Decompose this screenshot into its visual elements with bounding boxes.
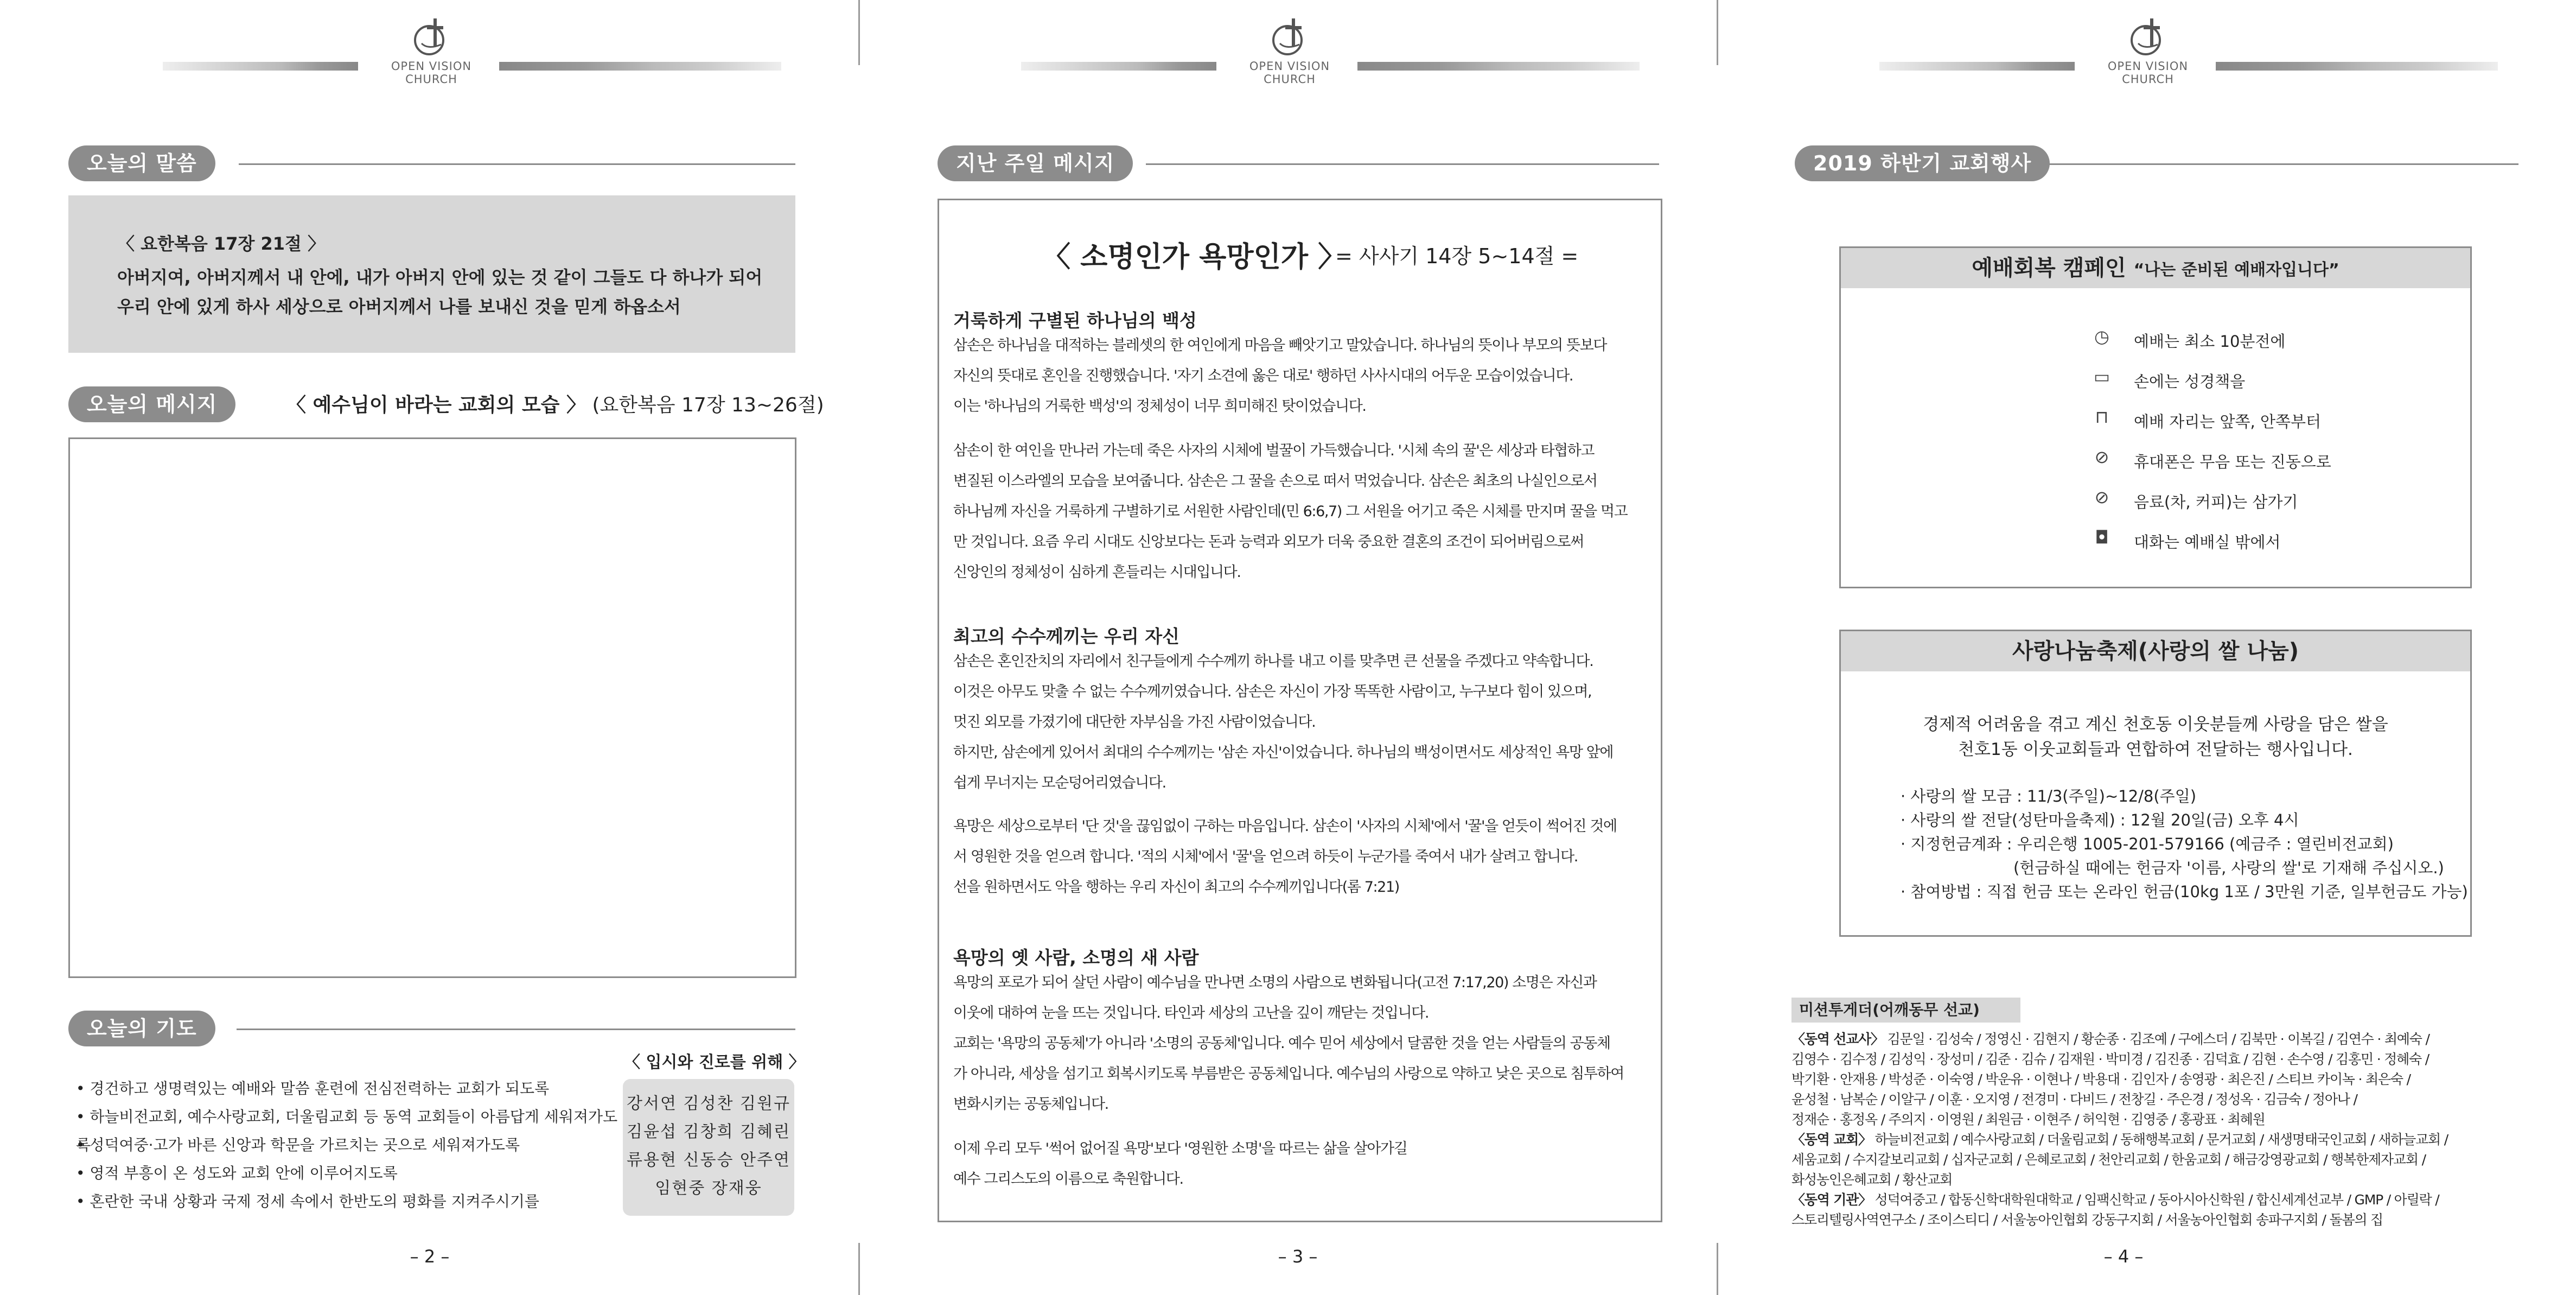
worship-item-text: 예배 자리는 앞쪽, 안쪽부터 <box>2134 412 2322 431</box>
page-2 <box>0 0 858 1295</box>
sermon-reference: = 사사기 14장 5~14절 = <box>1335 244 1579 268</box>
header-bar-right <box>499 62 781 71</box>
sermon-line: 예수 그리스도의 이름으로 축원합니다. <box>953 1171 1183 1188</box>
worship-item-text: 음료(차, 커피)는 삼가기 <box>2134 493 2298 511</box>
section-title-todays-word: 오늘의 말씀 <box>68 145 215 181</box>
worship-campaign-header <box>1841 248 2470 288</box>
section-rule <box>239 163 795 165</box>
entrance-prayer-title: 〈 입시와 진로를 위해 〉 <box>624 1053 805 1072</box>
sermon-line: 자신의 뜻대로 혼인을 진행했습니다. '자기 소견에 옳은 대로' 행하던 사사시대의 어두운 모습이었습니다. <box>953 367 1573 384</box>
mission-line <box>1791 1069 2475 1089</box>
sermon-line: 선을 원하면서도 악을 행하는 우리 자신이 최고의 수수께끼입니다(롬 7:21) <box>953 879 1399 896</box>
names-row: 임현중 장재웅 <box>655 1179 762 1198</box>
sermon-box <box>938 199 1662 1222</box>
love-sharing-note: (헌금하실 때에는 헌금자 '이름, 사랑의 쌀'로 기재해 주십시오.) <box>2013 859 2444 877</box>
sermon-line: 욕망은 세상으로부터 '단 것'을 끊임없이 구하는 마음입니다. 삼손이 '사자의 시체'에서 '꿀'을 얻듯이 썩어진 것에 <box>953 818 1617 835</box>
sermon-line: 쉽게 무너지는 모순덩어리였습니다. <box>953 775 1166 791</box>
worship-item <box>2094 447 2331 472</box>
worship-campaign-box <box>1839 246 2472 588</box>
worship-item-text: 대화는 예배실 밖에서 <box>2134 533 2281 551</box>
seat-icon: ⊓ <box>2095 407 2109 427</box>
mission-label: 〈동역 교회〉 <box>1791 1132 1871 1147</box>
worship-item <box>2093 366 2246 392</box>
header-bar-left <box>1879 62 2075 71</box>
love-sharing-item <box>2013 856 2444 878</box>
no-drink-icon: ⊘ <box>2094 487 2109 507</box>
sermon-line: 신앙인의 정체성이 심하게 흔들리는 시대입니다. <box>953 564 1241 581</box>
sermon-paragraph <box>953 811 1648 903</box>
mission-label: 〈동역 선교사〉 <box>1791 1031 1884 1047</box>
sermon-line: 이제 우리 모두 '썩어 없어질 욕망'보다 '영원한 소명'을 따르는 삶을 살아가길 <box>953 1140 1407 1157</box>
worship-item-text: 예배는 최소 10분전에 <box>2134 332 2286 351</box>
section-title-last-sunday: 지난 주일 메시지 <box>938 145 1133 181</box>
header-bar-left <box>1021 62 1216 71</box>
worship-item <box>2095 407 2322 432</box>
prayer-item: • 혼란한 국내 상황과 국제 정세 속에서 한반도의 평화를 지켜주시기를 <box>76 1188 619 1216</box>
mission-line <box>1791 1170 2475 1190</box>
church-logo-icon <box>2126 16 2170 60</box>
section-rule <box>2048 163 2518 165</box>
page-number: – 2 – <box>410 1246 450 1267</box>
mission-text: 김영수 · 김수정 / 김성익 · 장성미 / 김준 · 김슈 / 김재원 · 박미경 / 김진종 · 김덕효 / 김현 · 손수영 / 김홍민 · 정혜숙 / <box>1791 1051 2430 1067</box>
mission-together-title: 미션투게더(어깨동무 선교) <box>1791 998 2020 1023</box>
page-4 <box>1717 0 2576 1295</box>
section-rule <box>1146 163 1659 165</box>
names-row: 강서연 김성찬 김원규 <box>627 1094 790 1113</box>
sermon-paragraph <box>953 331 1648 422</box>
entrance-names-box <box>623 1079 794 1216</box>
mission-line <box>1791 1150 2475 1170</box>
message-reference: (요한복음 17장 13~26절) <box>592 394 824 416</box>
message-title: 〈 예수님이 바라는 교회의 모습 〉 <box>286 394 586 416</box>
love-sharing-desc: 경제적 어려움을 겪고 계신 천호동 이웃분들께 사랑을 담은 쌀을 <box>1923 715 2388 734</box>
sermon-heading: 최고의 수수께끼는 우리 자신 <box>953 626 1180 647</box>
mission-line <box>1791 1029 2475 1049</box>
worship-item-text: 손에는 성경책을 <box>2134 372 2246 391</box>
love-sharing-box <box>1839 630 2472 937</box>
mission-text: 화성농인은혜교회 / 황산교회 <box>1791 1172 1953 1188</box>
sermon-paragraph <box>953 968 1648 1120</box>
page-header <box>163 16 781 86</box>
header-bar-right <box>1357 62 1640 71</box>
mission-together-list <box>1791 1029 2475 1230</box>
mission-text: 박기환 · 안재용 / 박성준 · 이숙영 / 박운유 · 이현나 / 박용대 · 김인자 / 송영광 · 최은진 / 스티브 카이녹 · 최은숙 / <box>1791 1071 2411 1087</box>
mission-line <box>1791 1210 2475 1230</box>
page-number: – 3 – <box>1278 1246 1318 1267</box>
worship-campaign-title: 예배회복 캠페인 <box>1972 256 2126 281</box>
verse-line: 우리 안에 있게 하사 세상으로 아버지께서 나를 보내신 것을 믿게 하옵소서 <box>117 296 681 317</box>
section-rule <box>237 1029 795 1030</box>
mission-text: 스토리텔링사역연구소 / 조이스티디 / 서울농아인협회 강동구지회 / 서울농아인협회 송파구지회 / 돌봄의 집 <box>1791 1212 2383 1228</box>
sermon-paragraph <box>953 646 1648 798</box>
header-bar-left <box>163 62 358 71</box>
sermon-line: 이는 '하나님의 거룩한 백성'의 정체성이 너무 희미해진 탓이었습니다. <box>953 398 1366 415</box>
worship-item <box>2095 527 2281 553</box>
section-title-events: 2019 하반기 교회행사 <box>1795 145 2050 181</box>
sermon-paragraph <box>953 1134 1648 1195</box>
mission-text: 윤성철 · 남복순 / 이알구 / 이훈 · 오지영 / 전경미 · 다비드 / 전창길 · 주은경 / 정성옥 · 김금숙 / 정아나 / <box>1791 1091 2357 1107</box>
page-number: – 4 – <box>2103 1246 2144 1267</box>
prayer-item: • 경건하고 생명력있는 예배와 말씀 훈련에 전심전력하는 교회가 되도록 <box>76 1075 619 1103</box>
prayer-item: • 성덕여중·고가 바른 신앙과 학문을 가르치는 곳으로 세워져가도록 <box>76 1131 619 1159</box>
mission-text: 정재순 · 홍정옥 / 주의지 · 이영원 / 최원금 · 이현주 / 허익현 · 김영중 / 홍광표 · 최혜원 <box>1791 1112 2265 1127</box>
mission-text: 김문일 · 김성숙 / 정영신 · 김현지 / 황순종 · 김조예 / 구에스더 / 김북만 · 이복길 / 김연수 · 최예숙 / <box>1883 1031 2430 1047</box>
church-name: OPEN VISION CHURCH <box>1249 60 1330 86</box>
sermon-line: 서 영원한 것을 얻으려 합니다. '적의 시체'에서 '꿀'을 얻으려 하듯이 누군가를 죽여서 내가 살려고 합니다. <box>953 848 1578 865</box>
mission-line <box>1791 1049 2475 1069</box>
love-sharing-item: · 사랑의 쌀 모금 : 11/3(주일)~12/8(주일) <box>1901 787 2197 805</box>
chat-icon: ◘ <box>2095 527 2109 548</box>
love-sharing-item: · 참여방법 : 직접 헌금 또는 온라인 헌금(10kg 1포 / 3만원 기준, 일부헌금도 가능) <box>1901 883 2468 901</box>
prayer-list <box>76 1075 619 1216</box>
church-logo-icon <box>1268 16 1311 60</box>
church-logo-icon <box>410 16 453 60</box>
sermon-line: 하지만, 삼손에게 있어서 최대의 수수께끼는 '삼손 자신'이었습니다. 하나님의 백성이면서도 세상적인 욕망 앞에 <box>953 744 1614 761</box>
verse-line: 아버지여, 아버지께서 내 안에, 내가 아버지 안에 있는 것 같이 그들도 다 하나가 되어 <box>117 267 763 288</box>
sermon-paragraph <box>953 436 1648 588</box>
mission-line <box>1791 1089 2475 1109</box>
sermon-title: 〈 소명인가 욕망인가 〉 <box>1042 241 1347 274</box>
section-title-todays-message: 오늘의 메시지 <box>68 386 235 422</box>
sermon-line: 만 것입니다. 요즘 우리 시대도 신앙보다는 돈과 능력과 외모가 더욱 중요한 결혼의 조건이 되어버림으로써 <box>953 534 1584 550</box>
mission-line <box>1791 1129 2475 1150</box>
no-phone-icon: ⊘ <box>2094 447 2109 467</box>
sermon-line: 변화시키는 공동체입니다. <box>953 1096 1108 1113</box>
love-sharing-item: · 지정헌금계좌 : 우리은행 1005-201-579166 (예금주 : 열린비전교회) <box>1901 835 2394 853</box>
sermon-heading: 거룩하게 구별된 하나님의 백성 <box>953 310 1197 331</box>
sermon-line: 욕망의 포로가 되어 살던 사람이 예수님을 만나면 소명의 사람으로 변화됩니다(고전 7:17,20) 소명은 자신과 <box>953 974 1597 991</box>
sermon-line: 삼손은 혼인잔치의 자리에서 친구들에게 수수께끼 하나를 내고 이를 맞추면 큰 선물을 주겠다고 약속합니다. <box>953 653 1593 670</box>
sermon-line: 변질된 이스라엘의 모습을 보여줍니다. 삼손은 그 꿀을 손으로 떠서 먹었습니다. 삼손은 최초의 나실인으로서 <box>953 473 1597 490</box>
sermon-line: 가 아니라, 세상을 섬기고 회복시키도록 부름받은 공동체입니다. 예수님의 사랑으로 약하고 낮은 곳으로 침투하여 <box>953 1065 1624 1082</box>
sermon-line: 삼손은 하나님을 대적하는 블레셋의 한 여인에게 마음을 빼앗기고 말았습니다. 하나님의 뜻이나 부모의 뜻보다 <box>953 337 1607 354</box>
bible-icon: ▭ <box>2093 366 2110 387</box>
worship-item <box>2094 487 2298 512</box>
message-heading <box>286 390 824 417</box>
page-header <box>1879 16 2498 86</box>
church-name: OPEN VISION CHURCH <box>2107 60 2189 86</box>
names-row: 류용현 신동승 안주연 <box>627 1151 790 1170</box>
mission-label: 〈동역 기관〉 <box>1791 1192 1871 1208</box>
section-title-todays-prayer: 오늘의 기도 <box>68 1011 215 1046</box>
page-header <box>1021 16 1640 86</box>
mission-text: 세움교회 / 수지갈보리교회 / 십자군교회 / 은혜로교회 / 천안리교회 / 한움교회 / 해금강영광교회 / 행복한제자교회 / <box>1791 1152 2426 1167</box>
clock-icon: ◷ <box>2094 326 2109 347</box>
mission-text: 성덕여중고 / 합동신학대학원대학교 / 임팩신학교 / 동아시아신학원 / 합신세계선교부 / GMP / 아릴락 / <box>1871 1192 2439 1208</box>
names-row: 김윤섭 김창희 김혜린 <box>627 1122 790 1141</box>
church-name: OPEN VISION CHURCH <box>391 60 472 86</box>
love-sharing-desc: 천호1동 이웃교회들과 연합하여 전달하는 행사입니다. <box>1958 740 2353 759</box>
header-bar-right <box>2216 62 2498 71</box>
sermon-heading: 욕망의 옛 사람, 소명의 새 사람 <box>953 947 1199 968</box>
sermon-line: 이것은 아무도 맞출 수 없는 수수께끼였습니다. 삼손은 자신이 가장 똑똑한 사람이고, 누구보다 힘이 있으며, <box>953 683 1592 700</box>
prayer-item: • 영적 부흥이 온 성도와 교회 안에 이루어지도록 <box>76 1159 619 1188</box>
page-3 <box>858 0 1717 1295</box>
sermon-line: 하나님께 자신을 거룩하게 구별하기로 서원한 사람인데(민 6:6,7) 그 서원을 어기고 죽은 시체를 만지며 꿀을 먹고 <box>953 503 1628 520</box>
message-notes-box <box>68 437 796 978</box>
prayer-item: • 하늘비전교회, 예수사랑교회, 더울림교회 등 동역 교회들이 아름답게 세워져가도록 <box>76 1103 619 1131</box>
worship-item <box>2094 326 2286 352</box>
verse-reference: 〈 요한복음 17장 21절 〉 <box>117 233 326 254</box>
mission-line <box>1791 1190 2475 1210</box>
sermon-line: 교회는 '욕망의 공동체'가 아니라 '소명의 공동체'입니다. 예수 믿어 세상에서 달콤한 것을 얻는 사람들의 공동체 <box>953 1035 1610 1052</box>
mission-text: 하늘비전교회 / 예수사랑교회 / 더울림교회 / 동해행복교회 / 문거교회 / 새생명태국인교회 / 새하늘교회 / <box>1871 1132 2448 1147</box>
worship-campaign-subtitle: “나는 준비된 예배자입니다” <box>2133 261 2339 280</box>
mission-line <box>1791 1109 2475 1129</box>
sermon-line: 멋진 외모를 가졌기에 대단한 자부심을 가진 사람이었습니다. <box>953 714 1316 731</box>
love-sharing-title: 사랑나눔축제(사랑의 쌀 나눔) <box>1841 631 2470 671</box>
worship-item-text: 휴대폰은 무음 또는 진동으로 <box>2134 453 2331 471</box>
sermon-line: 이웃에 대하여 눈을 뜨는 것입니다. 타인과 세상의 고난을 깊이 깨닫는 것입니다. <box>953 1005 1429 1021</box>
sermon-line: 삼손이 한 여인을 만나러 가는데 죽은 사자의 시체에 벌꿀이 가득했습니다. '시체 속의 꿀'은 세상과 타협하고 <box>953 442 1595 459</box>
verse-box <box>68 195 795 353</box>
love-sharing-item: · 사랑의 쌀 전달(성탄마을축제) : 12월 20일(금) 오후 4시 <box>1901 811 2299 829</box>
